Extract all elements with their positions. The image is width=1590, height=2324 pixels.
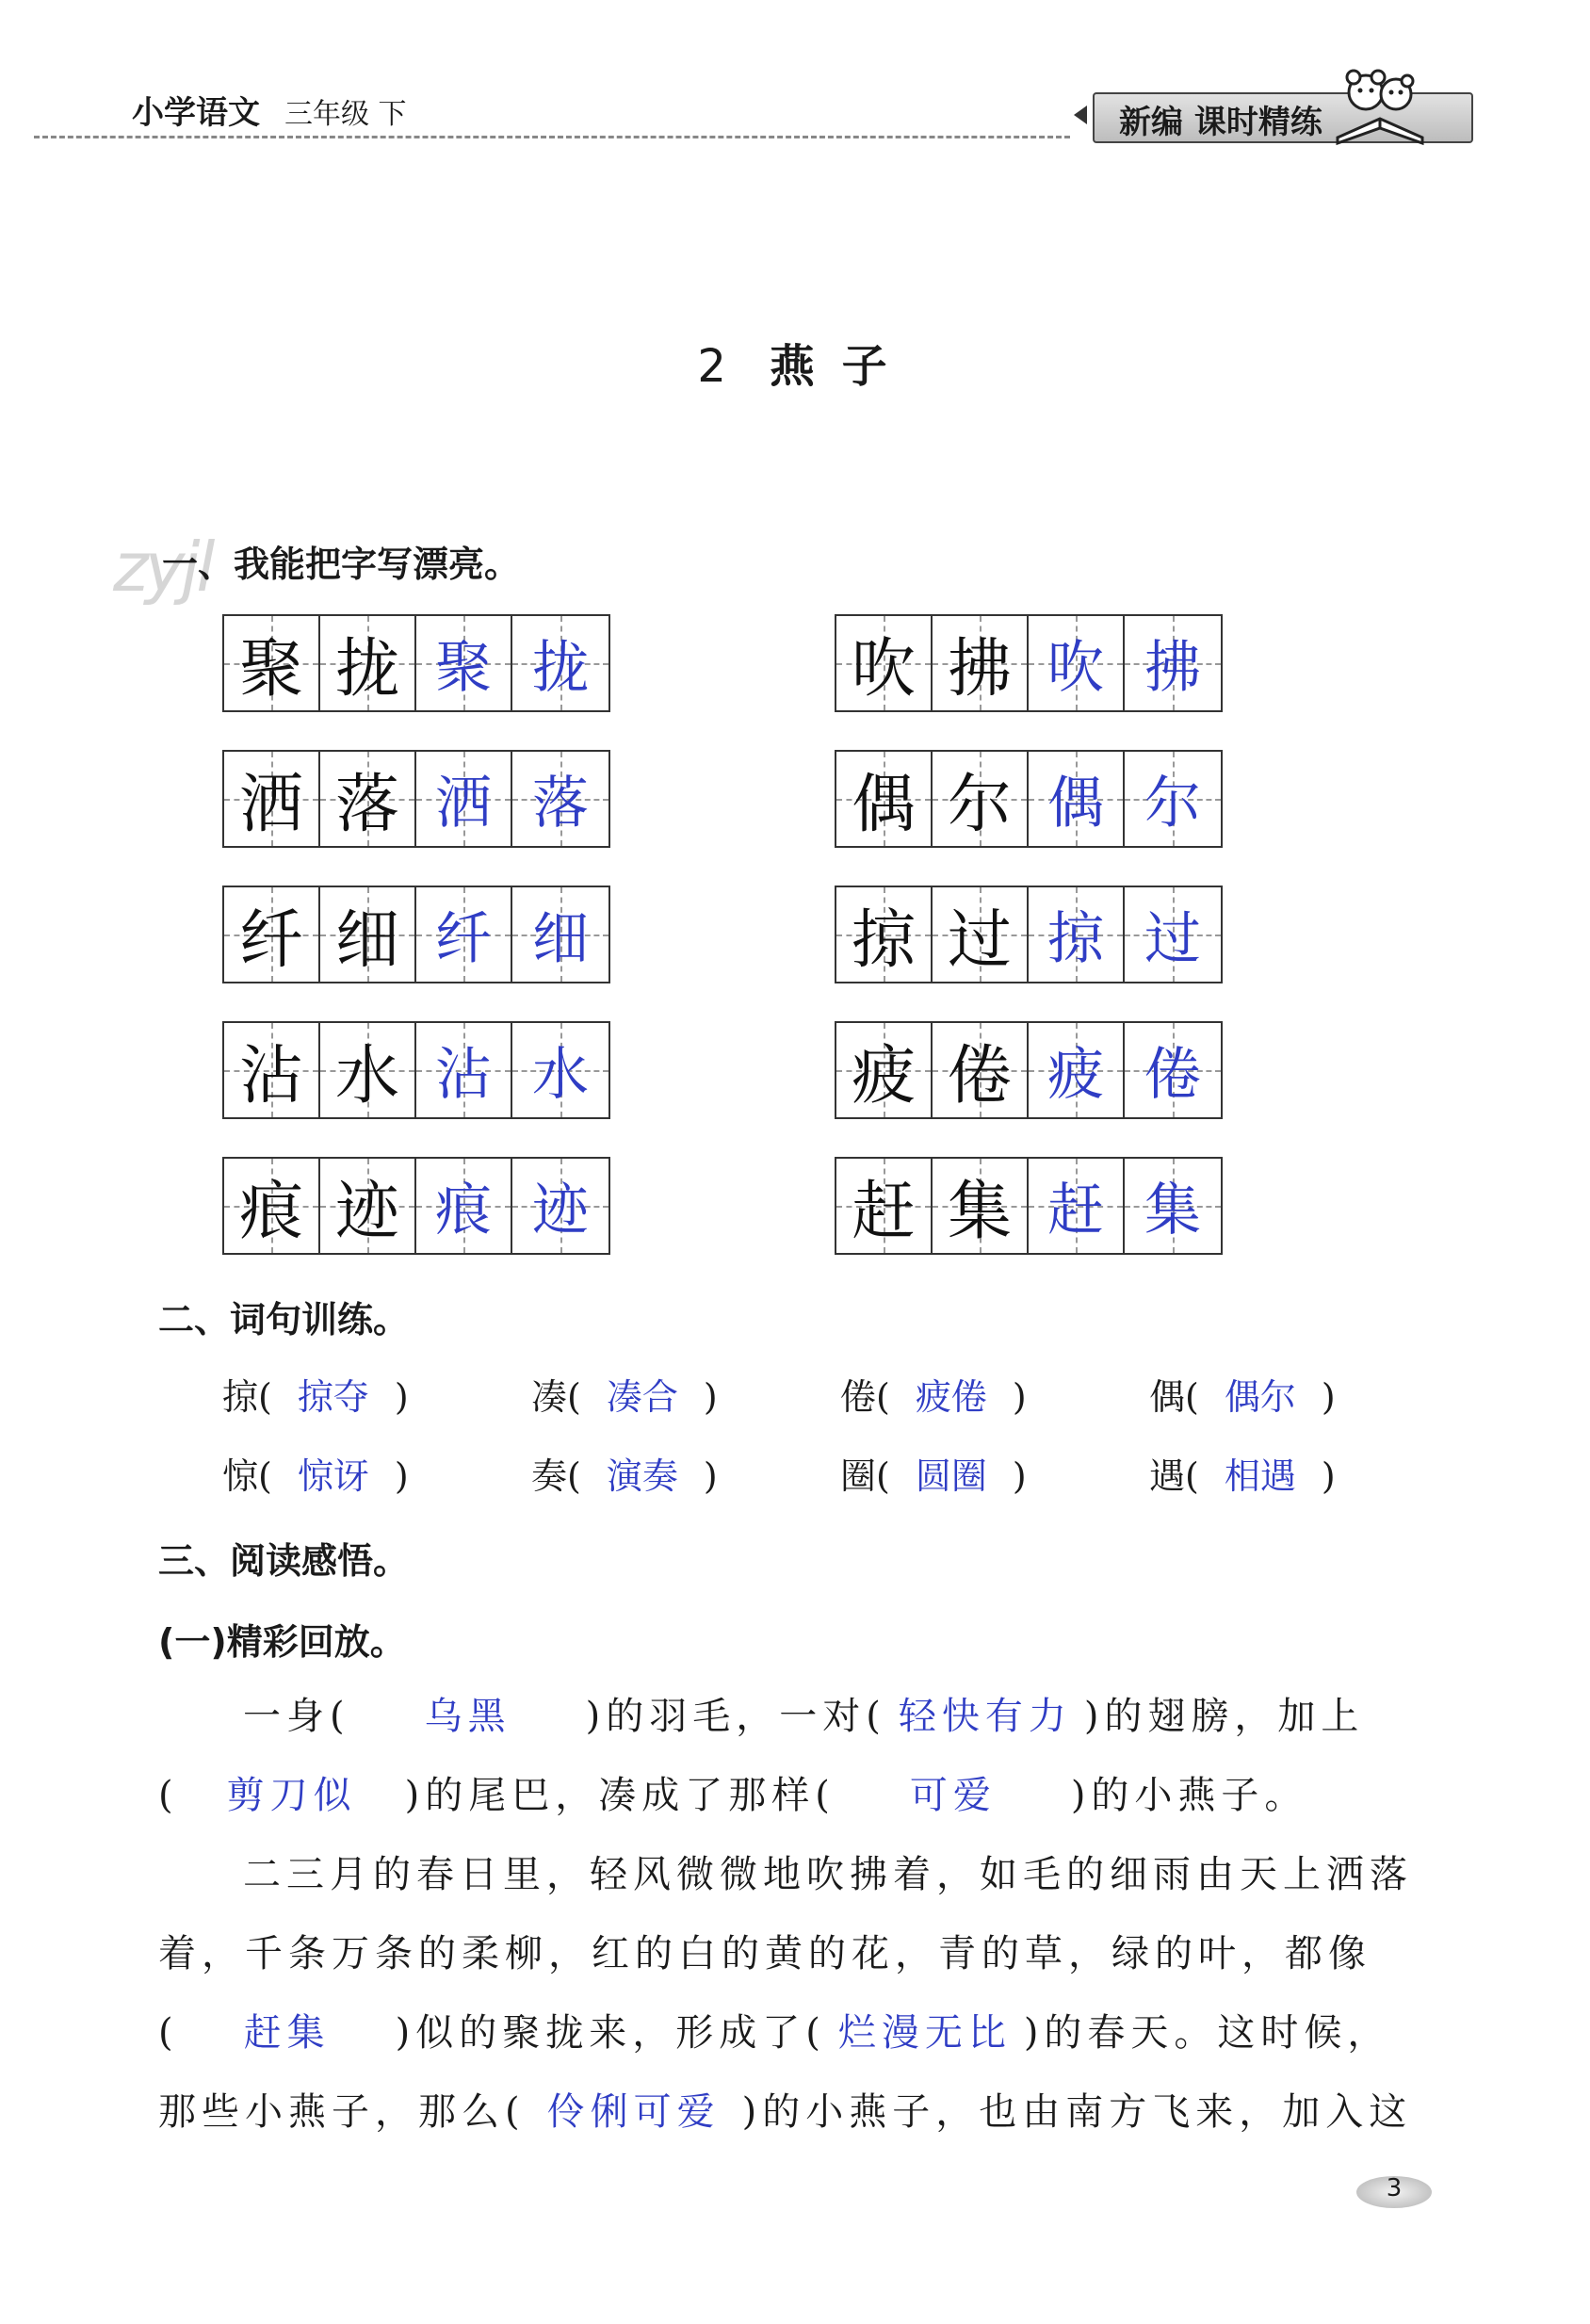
answer-char-cell: [416, 616, 512, 710]
model-char: 痕: [238, 1174, 303, 1249]
model-char: 掠: [851, 902, 916, 978]
section-1-heading: 一、我能把字写漂亮。: [162, 544, 521, 585]
answer-blank: 剪刀似: [226, 1774, 357, 1817]
word-char: 凑: [531, 1376, 568, 1418]
answer-char-cell: [416, 887, 512, 982]
model-char: 偶: [851, 767, 916, 842]
model-char: 吹: [851, 631, 916, 707]
passage-line-5: ( 赶集 )似的聚拢来，形成了( 烂漫无比 )的春天。这时候，: [158, 1993, 1390, 2072]
model-char-cell: [224, 887, 320, 982]
answer-char-cell: [512, 1023, 608, 1117]
answer-char: 聚: [435, 635, 492, 701]
answer-char-cell: [1029, 616, 1125, 710]
word-item: 偶( 偶尔 ): [1149, 1368, 1458, 1420]
word-answer: 凑合: [606, 1376, 678, 1418]
answer-blank: 乌黑: [424, 1695, 511, 1738]
passage-line-1: 一身( 乌黑 )的羽毛，一对( 轻快有力 )的翅膀，加上: [243, 1677, 1364, 1756]
word-item: 倦( 疲倦 ): [840, 1368, 1149, 1420]
char-grid-row: [835, 614, 1223, 712]
word-row: [222, 1368, 1458, 1420]
answer-char: 过: [1144, 906, 1201, 972]
word-item: 圈( 圆圈 ): [840, 1447, 1149, 1499]
model-char: 细: [334, 902, 399, 978]
model-char-cell: [224, 752, 320, 846]
answer-char-cell: [1029, 1023, 1125, 1117]
answer-char: 掠: [1047, 906, 1104, 972]
answer-blank: 烂漫无比: [837, 2011, 1012, 2055]
lesson-number: 2: [697, 340, 732, 393]
answer-char-cell: [1125, 887, 1221, 982]
answer-char: 倦: [1144, 1042, 1201, 1108]
model-char-cell: [933, 752, 1029, 846]
answer-char-cell: [416, 752, 512, 846]
model-char: 尔: [947, 767, 1012, 842]
model-char: 拢: [334, 631, 399, 707]
model-char-cell: [836, 1159, 933, 1253]
model-char-cell: [224, 1159, 320, 1253]
char-grid-row: [222, 1021, 610, 1119]
passage-line-4: 着，千条万条的柔柳，红的白的黄的花，青的草，绿的叶，都像: [158, 1932, 1371, 1975]
model-char: 赶: [851, 1174, 916, 1249]
answer-char: 吹: [1047, 635, 1104, 701]
answer-char: 拢: [532, 635, 589, 701]
word-answer: 圆圈: [915, 1455, 987, 1497]
word-char: 倦: [840, 1376, 877, 1418]
answer-char-cell: [1125, 1023, 1221, 1117]
model-char-cell: [836, 1023, 933, 1117]
word-char: 圈: [840, 1455, 877, 1497]
model-char: 疲: [851, 1038, 916, 1113]
subject-label: 小学语文: [132, 94, 260, 132]
model-char: 迹: [334, 1174, 399, 1249]
answer-char: 纤: [435, 906, 492, 972]
answer-char-cell: [512, 616, 608, 710]
model-char: 倦: [947, 1038, 1012, 1113]
passage-line-2: ( 剪刀似 )的尾巴，凑成了那样( 可爱 )的小燕子。: [158, 1756, 1307, 1835]
model-char: 拂: [947, 631, 1012, 707]
word-item: 奏( 演奏 ): [531, 1447, 840, 1499]
word-char: 偶: [1149, 1376, 1186, 1418]
answer-blank: 可爱: [909, 1774, 997, 1817]
answer-char: 落: [532, 771, 589, 837]
section-3-heading: 三、阅读感悟。: [158, 1540, 410, 1582]
answer-char-cell: [512, 887, 608, 982]
word-answer: 惊讶: [297, 1455, 369, 1497]
answer-char: 水: [532, 1042, 589, 1108]
lesson-name: 燕 子: [769, 340, 893, 393]
answer-char-cell: [512, 752, 608, 846]
model-char: 落: [334, 767, 399, 842]
section-3-subheading: (一)精彩回放。: [158, 1621, 406, 1663]
passage-line-3: 二三月的春日里，轻风微微地吹拂着，如毛的细雨由天上洒落: [243, 1853, 1413, 1896]
model-char-cell: [320, 616, 416, 710]
section-2-heading: 二、词句训练。: [158, 1299, 410, 1341]
word-item: 惊( 惊讶 ): [222, 1447, 531, 1499]
answer-char-cell: [416, 1159, 512, 1253]
model-char: 过: [947, 902, 1012, 978]
page-number-badge: [1338, 2167, 1469, 2214]
passage-line-6: 那些小燕子，那么( 伶俐可爱 )的小燕子，也由南方飞来，加入这: [158, 2072, 1412, 2152]
word-answer: 掠夺: [297, 1376, 369, 1418]
answer-char: 拂: [1144, 635, 1201, 701]
char-grid-row: [222, 1157, 610, 1255]
answer-char-cell: [1125, 616, 1221, 710]
answer-blank: 轻快有力: [898, 1695, 1072, 1738]
model-char-cell: [836, 616, 933, 710]
answer-char-cell: [512, 1159, 608, 1253]
answer-blank: 赶集: [243, 2011, 331, 2055]
model-char-cell: [836, 752, 933, 846]
header-divider: [34, 136, 1070, 138]
answer-char: 疲: [1047, 1042, 1104, 1108]
lesson-title: [0, 330, 1590, 395]
word-char: 奏: [531, 1455, 568, 1497]
char-grid-row: [222, 614, 610, 712]
char-grid-row: [835, 1157, 1223, 1255]
char-grid-row: [835, 750, 1223, 848]
grade-label: 三年级 下: [284, 98, 407, 131]
model-char-cell: [933, 887, 1029, 982]
word-item: 凑( 凑合 ): [531, 1368, 840, 1420]
model-char: 水: [334, 1038, 399, 1113]
header-subject: [132, 87, 407, 133]
answer-char-cell: [1125, 752, 1221, 846]
series-label: 新编 课时精练: [1119, 104, 1322, 141]
answer-char: 迹: [532, 1178, 589, 1243]
model-char: 聚: [238, 631, 303, 707]
answer-char: 洒: [435, 771, 492, 837]
series-banner: [1074, 83, 1488, 151]
answer-char-cell: [1029, 1159, 1125, 1253]
char-grid-row: [222, 886, 610, 983]
page-number: 3: [1386, 2174, 1403, 2202]
model-char-cell: [224, 616, 320, 710]
word-row: [222, 1447, 1458, 1499]
model-char: 洒: [238, 767, 303, 842]
answer-char: 痕: [435, 1178, 492, 1243]
model-char-cell: [836, 887, 933, 982]
answer-char: 集: [1144, 1178, 1201, 1243]
word-answer: 偶尔: [1224, 1376, 1296, 1418]
model-char-cell: [224, 1023, 320, 1117]
bear-book-icon: [1328, 62, 1432, 147]
model-char-cell: [933, 1159, 1029, 1253]
char-grid-row: [222, 750, 610, 848]
answer-char: 偶: [1047, 771, 1104, 837]
model-char-cell: [933, 1023, 1029, 1117]
answer-char: 细: [532, 906, 589, 972]
answer-char-cell: [1029, 752, 1125, 846]
model-char-cell: [320, 1159, 416, 1253]
answer-char-cell: [1029, 887, 1125, 982]
answer-char: 沾: [435, 1042, 492, 1108]
answer-char: 尔: [1144, 771, 1201, 837]
model-char-cell: [320, 1023, 416, 1117]
word-char: 掠: [222, 1376, 259, 1418]
watermark: zyjl: [113, 528, 212, 607]
model-char: 纤: [238, 902, 303, 978]
arrow-left-icon: [1074, 106, 1087, 124]
answer-char: 赶: [1047, 1178, 1104, 1243]
word-answer: 演奏: [606, 1455, 678, 1497]
model-char: 沾: [238, 1038, 303, 1113]
model-char-cell: [933, 616, 1029, 710]
char-grid-row: [835, 1021, 1223, 1119]
model-char: 集: [947, 1174, 1012, 1249]
char-grid-row: [835, 886, 1223, 983]
word-char: 惊: [222, 1455, 259, 1497]
word-char: 遇: [1149, 1455, 1186, 1497]
model-char-cell: [320, 887, 416, 982]
answer-char-cell: [1125, 1159, 1221, 1253]
word-item: 遇( 相遇 ): [1149, 1447, 1458, 1499]
model-char-cell: [320, 752, 416, 846]
answer-char-cell: [416, 1023, 512, 1117]
word-item: 掠( 掠夺 ): [222, 1368, 531, 1420]
word-answer: 疲倦: [915, 1376, 987, 1418]
word-answer: 相遇: [1224, 1455, 1296, 1497]
answer-blank: 伶俐可爱: [546, 2090, 721, 2134]
